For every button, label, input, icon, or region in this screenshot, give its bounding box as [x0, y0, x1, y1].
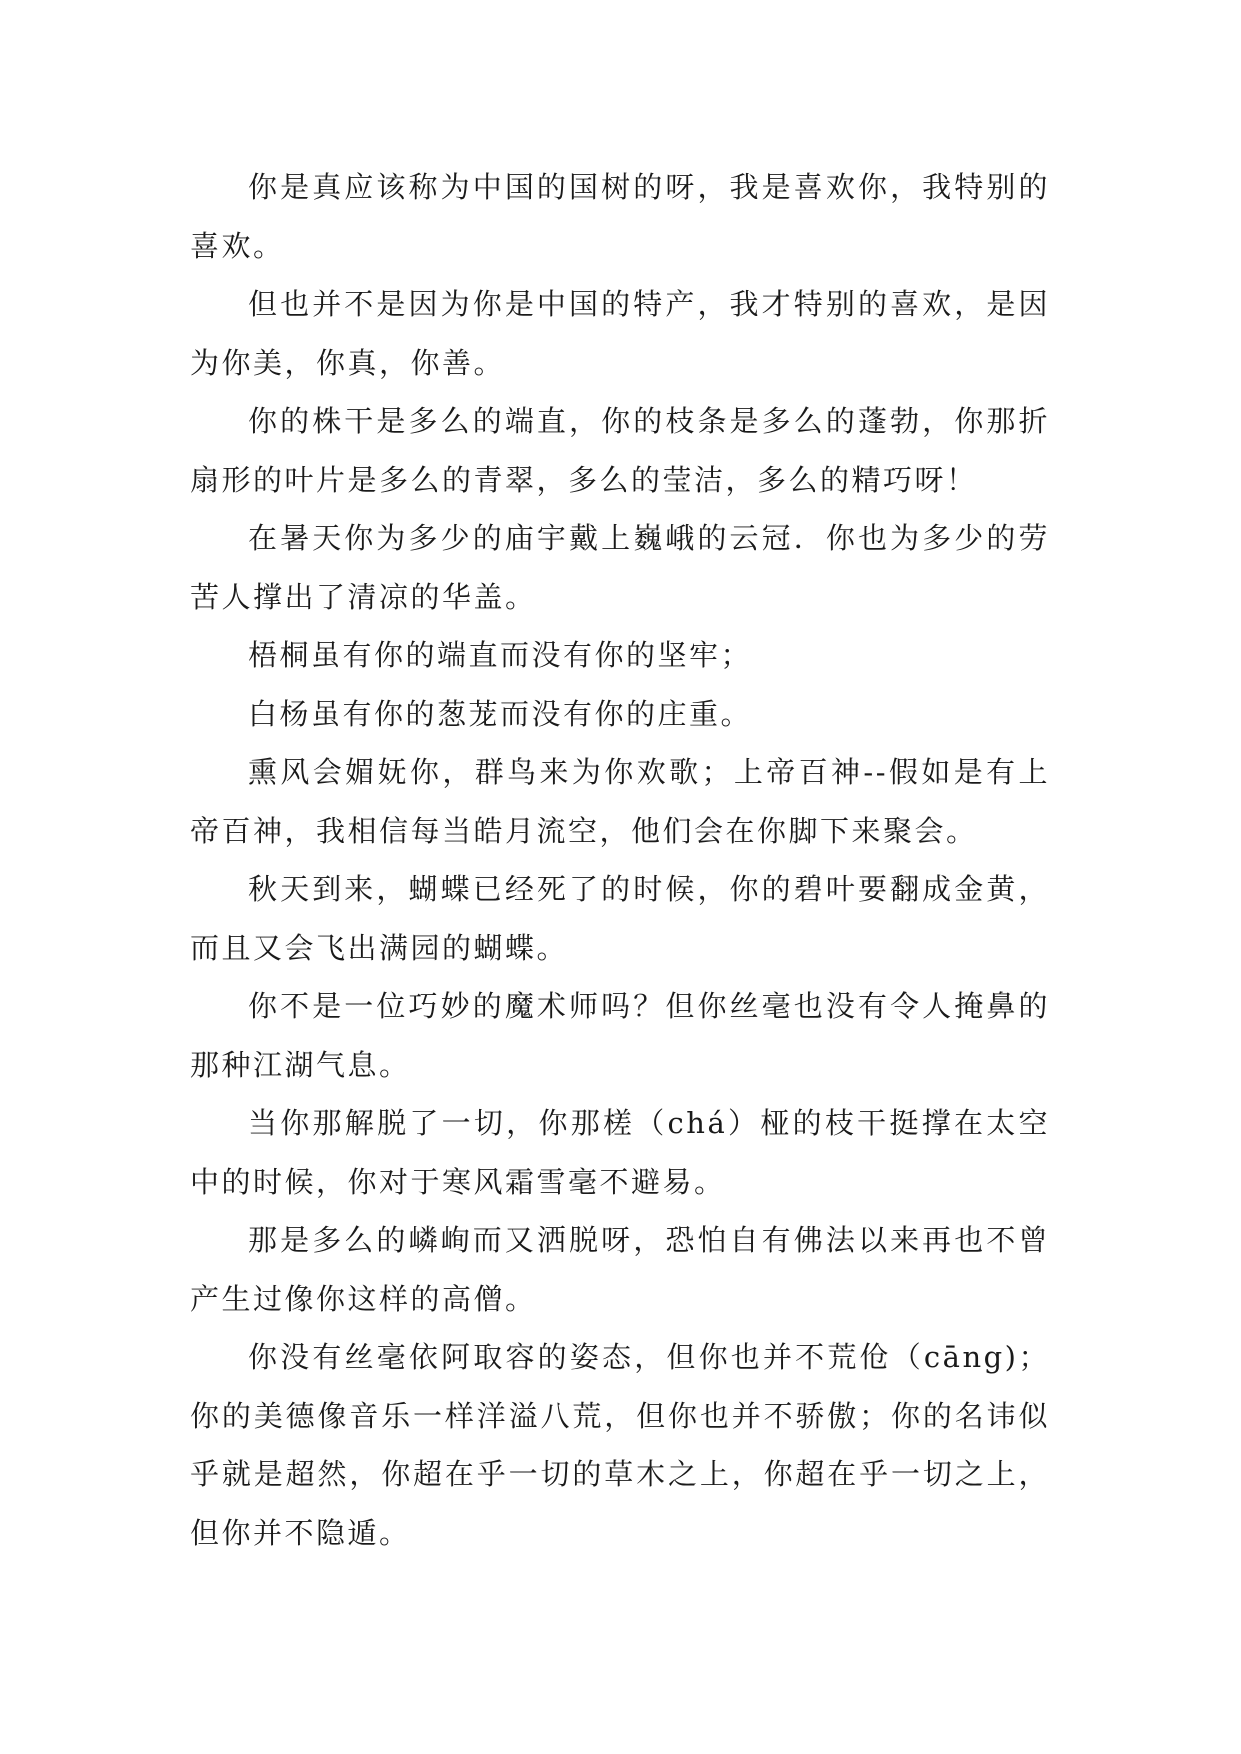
paragraph: 那是多么的嶙峋而又洒脱呀，恐怕自有佛法以来再也不曾产生过像你这样的高僧。 — [190, 1223, 1050, 1316]
paragraph: 熏风会媚妩你，群鸟来为你欢歌；上帝百神--假如是有上帝百神，我相信每当皓月流空，他们会在你脚下来聚会。 — [190, 755, 1050, 848]
document-body — [190, 158, 1050, 1562]
paragraph: 白杨虽有你的葱茏而没有你的庄重。 — [248, 696, 753, 731]
paragraph: 但也并不是因为你是中国的特产，我才特别的喜欢，是因为你美，你真，你善。 — [190, 287, 1050, 380]
paragraph: 你没有丝毫依阿取容的姿态，但你也并不荒伧（cāng)；你的美德像音乐一样洋溢八荒，但你也并不骄傲；你的名讳似乎就是超然，你超在乎一切的草木之上，你超在乎一切之上，但你并不隐遁。 — [190, 1340, 1050, 1550]
paragraph: 你不是一位巧妙的魔术师吗？但你丝毫也没有令人掩鼻的那种江湖气息。 — [190, 989, 1050, 1082]
paragraph: 秋天到来，蝴蝶已经死了的时候，你的碧叶要翻成金黄，而且又会飞出满园的蝴蝶。 — [190, 872, 1050, 965]
paragraph: 梧桐虽有你的端直而没有你的坚牢； — [248, 638, 753, 672]
paragraph: 你是真应该称为中国的国树的呀，我是喜欢你，我特别的喜欢。 — [190, 170, 1050, 263]
paragraph: 当你那解脱了一切，你那槎（chá）桠的枝干挺撑在太空中的时候，你对于寒风霜雪毫不避易。 — [190, 1106, 1050, 1199]
paragraph: 在暑天你为多少的庙宇戴上巍峨的云冠．你也为多少的劳苦人撑出了清凉的华盖。 — [190, 521, 1050, 614]
paragraph: 你的株干是多么的端直，你的枝条是多么的蓬勃，你那折扇形的叶片是多么的青翠，多么的莹洁，多么的精巧呀！ — [190, 404, 1050, 497]
